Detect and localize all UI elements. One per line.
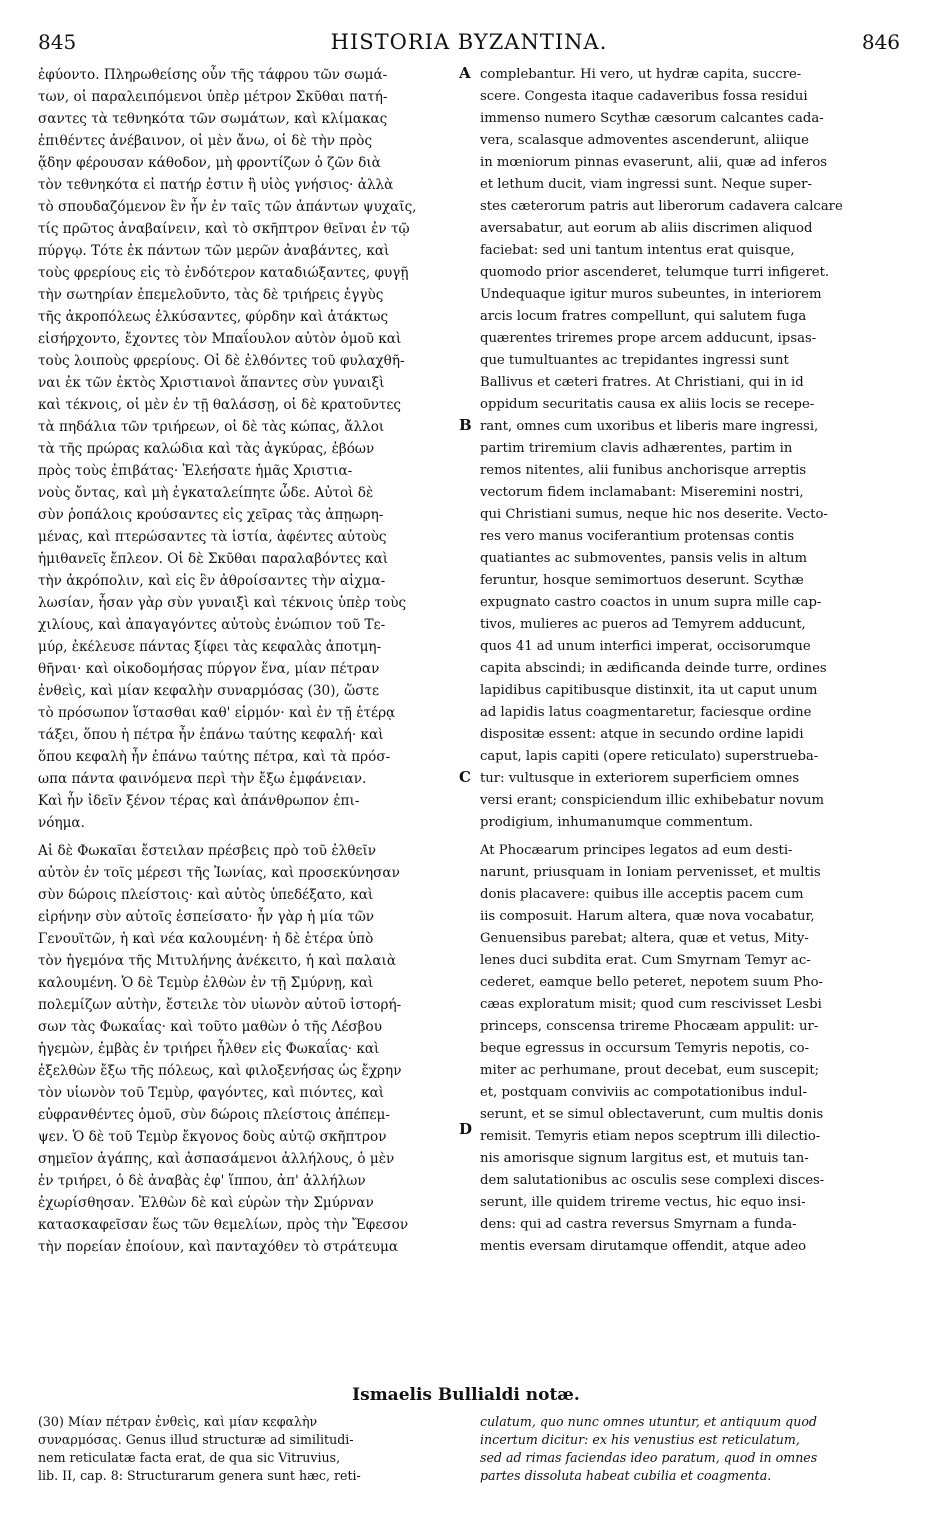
- greek-column: [38, 64, 458, 1258]
- greek-text-line: καὶ τέκνοις, οἱ μὲν ἐν τῇ θαλάσσῃ, οἱ δὲ κρατοῦντες: [38, 397, 402, 413]
- greek-text-line: αὐτὸν ἐν τοῖς μέρεσι τῆς Ἰωνίας, καὶ προσεκύνησαν: [38, 865, 400, 881]
- greek-text-line: εἰρήνην σὺν αὐτοῖς ἐσπείσατο· ἦν γὰρ ἡ μία τῶν: [38, 909, 375, 925]
- greek-text-line: τὸ πρόσωπον ἵστασθαι καθ' εἱρμόν· καὶ ἐν τῇ ἑτέρᾳ: [38, 705, 396, 721]
- latin-text-line: qui Christiani sumus, neque hic nos deserite. Vecto-: [480, 507, 828, 522]
- greek-text-line: λωσίαν, ἦσαν γὰρ σὺν γυναιξὶ καὶ τέκνοις ὑπὲρ τοὺς: [38, 595, 407, 611]
- greek-text-line: τὸ σπουδαζόμενον ἓν ἦν ἐν ταῖς τῶν ἁπάντων ψυχαῖς,: [38, 199, 417, 215]
- latin-text-line: scere. Congesta itaque cadaveribus fossa residui: [480, 89, 808, 104]
- greek-text-line: τῆς ἀκροπόλεως ἑλκύσαντες, φύρδην καὶ ἀτάκτως: [38, 309, 389, 325]
- latin-text-line: iis composuit. Harum altera, quæ nova vocabatur,: [480, 909, 815, 924]
- greek-text-line: τὸν ἡγεμόνα τῆς Μιτυλήνης ἀνέκειτο, ἡ καὶ παλαιὰ: [38, 953, 397, 969]
- greek-text-line: Καὶ ἦν ἰδεῖν ξένον τέρας καὶ ἀπάνθρωπον ἐπι-: [38, 793, 360, 809]
- latin-text-line: et lethum ducit, viam ingressi sunt. Neque super-: [480, 177, 812, 192]
- greek-text-line: των, οἱ παραλειπόμενοι ὑπὲρ μέτρον Σκῦθαι πατή-: [38, 89, 388, 105]
- greek-text-line: σὺν δώροις πλείστοις· καὶ αὐτὸς ὑπεδέξατο, καὶ: [38, 887, 374, 903]
- greek-text-line: Αἱ δὲ Φωκαῖαι ἔστειλαν πρέσβεις πρὸ τοῦ ἐλθεῖν: [38, 843, 377, 859]
- latin-text-line: que tumultuantes ac trepidantes ingressi sunt: [480, 353, 789, 368]
- latin-text-line: oppidum securitatis causa ex aliis locis se recepe-: [480, 397, 815, 412]
- latin-text-line: narunt, priusquam in Ioniam pervenisset, et multis: [480, 865, 821, 880]
- greek-text-line: τοὺς λοιποὺς φρερίους. Οἱ δὲ ἐλθόντες τοῦ φυλαχθῆ-: [38, 353, 405, 369]
- greek-text-line: εὐφρανθέντες ὁμοῦ, σὺν δώροις πλείστοις ἀπέπεμ-: [38, 1107, 390, 1123]
- latin-text-line: immenso numero Scythæ cæsorum calcantes cada-: [480, 111, 824, 126]
- notes-right-column: [480, 1413, 892, 1485]
- greek-text-line: τάξει, ὅπου ἡ πέτρα ἦν ἐπάνω ταύτης κεφαλή· καὶ: [38, 727, 384, 743]
- greek-text-line: τὴν πορείαν ἐποίουν, καὶ πανταχόθεν τὸ στράτευμα: [38, 1239, 399, 1255]
- margin-mark-a: A: [459, 64, 471, 82]
- latin-text-line: lenes duci subdita erat. Cum Smyrnam Temyr ac-: [480, 953, 811, 968]
- page-number-left: 845: [38, 30, 77, 54]
- greek-text-line: ᾅδην φέρουσαν κάθοδον, μὴ φροντίζων ὁ ζῶν διὰ: [38, 155, 381, 171]
- latin-text-line: et, postquam conviviis ac compotationibus indul-: [480, 1085, 807, 1100]
- latin-text-line: beque egressus in occursum Temyris nepotis, co-: [480, 1041, 810, 1056]
- greek-text-line: σὺν ῥοπάλοις κρούσαντες εἰς χεῖρας τὰς ἀπῃωρη-: [38, 507, 384, 523]
- greek-text-line: νόημα.: [38, 815, 85, 831]
- latin-text-line: cederet, eamque bello peteret, nepotem suum Pho-: [480, 975, 823, 990]
- latin-text-line: Genuensibus parebat; altera, quæ et vetus, Mity-: [480, 931, 809, 946]
- greek-text-line: νοὺς ὄντας, καὶ μὴ ἐγκαταλείπητε ὧδε. Αὐτοὶ δὲ: [38, 485, 374, 501]
- latin-text-line: aversabatur, aut eorum ab aliis discrimen aliquod: [480, 221, 813, 236]
- note-text-line: nem reticulatæ facta erat, de qua sic Vitruvius,: [38, 1450, 341, 1465]
- greek-text-line: μένας, καὶ πτερώσαντες τὰ ἱστία, ἀφέντες αὐτοὺς: [38, 529, 387, 545]
- latin-text-line: caput, lapis capiti (opere reticulato) superstrueba-: [480, 749, 819, 764]
- greek-text-line: τὰ τῆς πρώρας καλώδια καὶ τὰς ἀγκύρας, ἐβόων: [38, 441, 375, 457]
- latin-text-line: res vero manus vociferantium protensas contis: [480, 529, 795, 544]
- page-header: [38, 30, 900, 58]
- note-text-line: incertum dicitur: ex his venustius est reticulatum,: [480, 1432, 800, 1447]
- latin-text-line: mentis eversam dirutamque offendit, atque adeo: [480, 1239, 807, 1254]
- greek-text-line: σαντες τὰ τεθνηκότα τῶν σωμάτων, καὶ κλίμακας: [38, 111, 388, 127]
- latin-text-line: remisit. Temyris etiam nepos sceptrum illi dilectio-: [480, 1129, 821, 1144]
- latin-text-line: tivos, mulieres ac pueros ad Temyrem adducunt,: [480, 617, 806, 632]
- latin-text-line: miter ac perhumane, prout decebat, eum suscepit;: [480, 1063, 820, 1078]
- latin-column: [480, 64, 892, 1258]
- greek-text-line: τὰ πηδάλια τῶν τριήρεων, οἱ δὲ τὰς κώπας, ἄλλοι: [38, 419, 385, 435]
- greek-text-line: ἐνθεὶς, καὶ μίαν κεφαλὴν συναρμόσας (30), ὥστε: [38, 683, 380, 699]
- greek-text-line: τὴν σωτηρίαν ἐπεμελοῦντο, τὰς δὲ τριήρεις ἐγγὺς: [38, 287, 384, 303]
- greek-text-line: μύρ, ἐκέλευσε πάντας ξίφει τὰς κεφαλὰς ἀποτμη-: [38, 639, 382, 655]
- latin-text-line: rant, omnes cum uxoribus et liberis mare ingressi,: [480, 419, 819, 434]
- latin-text-line: arcis locum fratres compellunt, qui salutem fuga: [480, 309, 807, 324]
- margin-mark-b: B: [459, 416, 472, 434]
- latin-text-line: versi erant; conspiciendum illic exhibebatur novum: [480, 793, 825, 808]
- greek-paragraph-1: [38, 64, 458, 834]
- latin-text-line: capita abscindi; in ædificanda deinde turre, ordines: [480, 661, 827, 676]
- latin-text-line: quærentes triremes prope arcem adducunt, ipsas-: [480, 331, 817, 346]
- greek-text-line: ἡγεμὼν, ἐμβὰς ἐν τριήρει ἦλθεν εἰς Φωκαΐας· καὶ: [38, 1041, 380, 1057]
- latin-text-line: dispositæ essent: atque in secundo ordine lapidi: [480, 727, 804, 742]
- note-text-line: lib. II, cap. 8: Structurarum genera sunt hæc, reti-: [38, 1468, 361, 1483]
- latin-text-line: faciebat: sed uni tantum intentus erat quisque,: [480, 243, 795, 258]
- latin-text-line: stes cæterorum patris aut liberorum cadavera calcare: [480, 199, 843, 214]
- latin-text-line: serunt, et se simul oblectaverunt, cum multis donis: [480, 1107, 824, 1122]
- greek-text-line: σων τὰς Φωκαΐας· καὶ τοῦτο μαθὼν ὁ τῆς Λέσβου: [38, 1019, 382, 1035]
- latin-text-line: donis placavere: quibus ille acceptis pacem cum: [480, 887, 804, 902]
- greek-text-line: ωπα πάντα φαινόμενα περὶ τὴν ἔξω ἐμφάνειαν.: [38, 771, 367, 787]
- greek-text-line: τὸν υἱωνὸν τοῦ Τεμὺρ, φαγόντες, καὶ πιόντες, καὶ: [38, 1085, 385, 1101]
- notes-left-column: [38, 1413, 458, 1485]
- latin-text-line: vera, scalasque admoventes ascenderunt, aliique: [480, 133, 809, 148]
- latin-text-line: Undequaque igitur muros subeuntes, in interiorem: [480, 287, 822, 302]
- latin-text-line: complebantur. Hi vero, ut hydræ capita, succre-: [480, 67, 802, 82]
- greek-text-line: τὴν ἀκρόπολιν, καὶ εἰς ἓν ἀθροίσαντες τὴν αἰχμα-: [38, 573, 386, 589]
- margin-mark-c: C: [459, 768, 471, 786]
- note-text-line: συναρμόσας. Genus illud structuræ ad similitudi-: [38, 1432, 354, 1447]
- latin-text-line: remos nitentes, alii funibus anchorisque arreptis: [480, 463, 807, 478]
- greek-text-line: Γενουϊτῶν, ἡ καὶ νέα καλουμένη· ἡ δὲ ἑτέρα ὑπὸ: [38, 931, 374, 947]
- greek-text-line: ἡμιθανεῖς ἔπλεον. Οἱ δὲ Σκῦθαι παραλαβόντες καὶ: [38, 551, 389, 567]
- latin-text-line: princeps, conscensa trireme Phocæam appulit: ur-: [480, 1019, 819, 1034]
- latin-text-line: At Phocæarum principes legatos ad eum desti-: [480, 843, 793, 858]
- note-text-line: partes dissoluta habeat cubilia et coagmenta.: [480, 1468, 772, 1483]
- page-number-right: 846: [861, 30, 900, 54]
- greek-text-line: θῆναι· καὶ οἰκοδομήσας πύργον ἕνα, μίαν πέτραν: [38, 661, 380, 677]
- latin-paragraph-2: [480, 840, 892, 1258]
- greek-text-line: χιλίους, καὶ ἀπαγαγόντες αὐτοὺς ἐνώπιον τοῦ Τε-: [38, 617, 386, 633]
- latin-paragraph-1: [480, 64, 892, 834]
- latin-text-line: partim triremium clavis adhærentes, partim in: [480, 441, 793, 456]
- greek-text-line: ψεν. Ὁ δὲ τοῦ Τεμὺρ ἔκγονος δοὺς αὐτῷ σκῆπτρον: [38, 1129, 387, 1145]
- greek-text-line: πρὸς τοὺς ἐπιβάτας· Ἐλεήσατε ἡμᾶς Χριστια-: [38, 463, 353, 479]
- greek-text-line: πύργῳ. Τότε ἐκ πάντων τῶν μερῶν ἀναβάντες, καὶ: [38, 243, 390, 259]
- greek-text-line: κατασκαφεῖσαν ἕως τῶν θεμελίων, πρὸς τὴν Ἔφεσον: [38, 1217, 409, 1233]
- latin-text-line: Ballivus et cæteri fratres. At Christiani, qui in id: [480, 375, 804, 390]
- greek-text-line: ἐφύοντο. Πληρωθείσης οὖν τῆς τάφρου τῶν σωμά-: [38, 67, 388, 83]
- latin-text-line: quatiantes ac submoventes, pansis velis in altum: [480, 551, 807, 566]
- greek-text-line: ναι ἐκ τῶν ἐκτὸς Χριστιανοὶ ἅπαντες σὺν γυναιξὶ: [38, 375, 385, 391]
- latin-text-line: dens: qui ad castra reversus Smyrnam a funda-: [480, 1217, 797, 1232]
- latin-text-line: tur: vultusque in exteriorem superficiem omnes: [480, 771, 800, 786]
- greek-text-line: ὅπου κεφαλὴ ἦν ἐπάνω ταύτης πέτρα, καὶ τὰ πρόσ-: [38, 749, 391, 765]
- greek-text-line: πολεμίζων αὐτὴν, ἔστειλε τὸν υἱωνὸν αὐτοῦ ἱστορή-: [38, 997, 402, 1013]
- latin-text-line: feruntur, hosque semimortuos deserunt. Scythæ: [480, 573, 804, 588]
- latin-text-line: cæas exploratum misit; quod cum rescivisset Lesbi: [480, 997, 822, 1012]
- greek-text-line: καλουμένη. Ὁ δὲ Τεμὺρ ἐλθὼν ἐν τῇ Σμύρνῃ, καὶ: [38, 975, 374, 991]
- latin-text-line: quomodo prior ascenderet, telumque turri infigeret.: [480, 265, 830, 280]
- greek-text-line: ἐπιθέντες ἀνέβαινον, οἱ μὲν ἄνω, οἱ δὲ τὴν πρὸς: [38, 133, 373, 149]
- notes-heading: Ismaelis Bullialdi notæ.: [352, 1385, 580, 1405]
- greek-text-line: τοὺς φρερίους εἰς τὸ ἐνδότερον καταδιώξαντες, φυγῇ: [38, 265, 409, 281]
- margin-mark-d: D: [459, 1120, 473, 1138]
- note-text-line: (30) Μίαν πέτραν ἐνθεὶς, καὶ μίαν κεφαλὴν: [38, 1414, 318, 1429]
- greek-text-line: σημεῖον ἀγάπης, καὶ ἀσπασάμενοι ἀλλήλους, ὁ μὲν: [38, 1151, 395, 1167]
- running-title: HISTORIA BYZANTINA.: [330, 30, 608, 54]
- greek-text-line: τὸν τεθνηκότα εἰ πατήρ ἐστιν ἢ υἱὸς γνήσιος· ἀλλὰ: [38, 177, 394, 193]
- greek-text-line: εἰσήρχοντο, ἔχοντες τὸν Μπαΐουλον αὐτὸν ὁμοῦ καὶ: [38, 331, 402, 347]
- latin-text-line: ad lapidis latus coagmentaretur, faciesque ordine: [480, 705, 812, 720]
- latin-text-line: nis amorisque signum largitus est, et mutuis tan-: [480, 1151, 809, 1166]
- greek-text-line: τίς πρῶτος ἀναβαίνειν, καὶ τὸ σκῆπτρον θεῖναι ἐν τῷ: [38, 221, 410, 237]
- latin-text-line: lapidibus capitibusque distinxit, ita ut caput unum: [480, 683, 818, 698]
- greek-text-line: ἐν τριήρει, ὁ δὲ ἀναβὰς ἐφ' ἵππου, ἀπ' ἀλλήλων: [38, 1173, 366, 1189]
- latin-text-line: serunt, ille quidem trireme vectus, hic equo insi-: [480, 1195, 806, 1210]
- note-text-line: sed ad rimas faciendas ideo paratum, quod in omnes: [480, 1450, 818, 1465]
- greek-paragraph-2: [38, 840, 458, 1258]
- note-text-line: culatum, quo nunc omnes utuntur, et antiquum quod: [480, 1414, 817, 1429]
- latin-text-line: dem salutationibus ac osculis sese complexi disces-: [480, 1173, 825, 1188]
- greek-text-line: ἐξελθὼν ἔξω τῆς πόλεως, καὶ φιλοξενήσας ὡς ἔχρην: [38, 1063, 402, 1079]
- latin-text-line: vectorum fidem inclamabant: Miseremini nostri,: [480, 485, 804, 500]
- latin-text-line: quos 41 ad unum interfici imperat, occisorumque: [480, 639, 811, 654]
- latin-text-line: in mœniorum pinnas evaserunt, alii, quæ ad inferos: [480, 155, 828, 170]
- latin-text-line: expugnato castro coactos in unum supra mille cap-: [480, 595, 822, 610]
- greek-text-line: ἐχωρίσθησαν. Ἐλθὼν δὲ καὶ εὑρὼν τὴν Σμύρναν: [38, 1195, 374, 1211]
- latin-text-line: prodigium, inhumanumque commentum.: [480, 815, 753, 830]
